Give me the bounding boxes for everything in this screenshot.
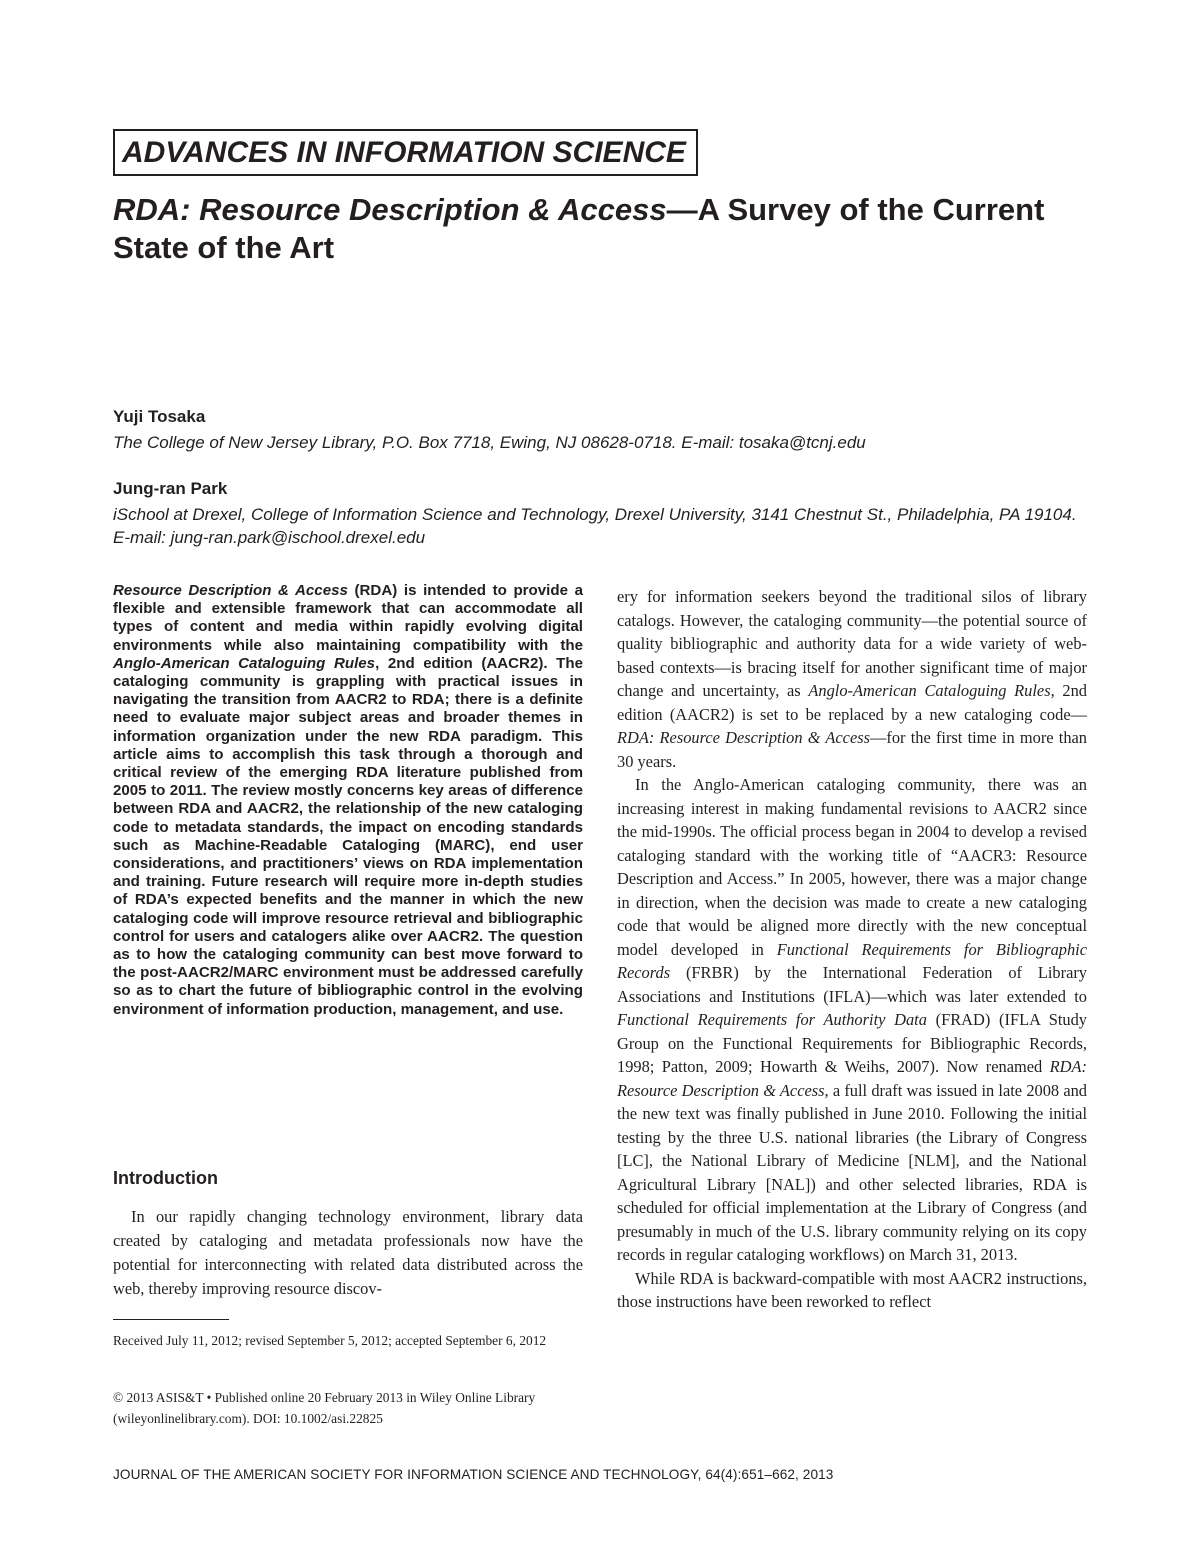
author-affiliation-2: iSchool at Drexel, College of Information Science and Technology, Drexel University, 3141 Chestnut St., Philadelphia, PA 19104. E-mail: jung-ran.park@ischool.drexel.edu bbox=[113, 505, 1077, 547]
running-footer: JOURNAL OF THE AMERICAN SOCIETY FOR INFORMATION SCIENCE AND TECHNOLOGY, 64(4):651–662, 2013 bbox=[113, 1467, 834, 1482]
footnote-received: Received July 11, 2012; revised September 5, 2012; accepted September 6, 2012 bbox=[113, 1333, 547, 1348]
text-run: —for the first time in more than 30 years. bbox=[617, 728, 1087, 771]
intro-paragraph-left: In our rapidly changing technology environment, library data created by cataloging and metadata professionals now have the potential for interconnecting with related data distributed across the web, thereby improving resource discov- bbox=[113, 1207, 583, 1298]
author-affiliation-1: The College of New Jersey Library, P.O. Box 7718, Ewing, NJ 08628-0718. E-mail: tosaka@tcnj.edu bbox=[113, 433, 866, 452]
author-name-2: Jung-ran Park bbox=[113, 479, 228, 498]
abstract bbox=[113, 582, 583, 1019]
abstract-italic-lead: Resource Description & Access bbox=[113, 582, 348, 599]
text-run: , 2nd edition (AACR2) is set to be replaced by a new cataloging code— bbox=[617, 681, 1087, 724]
intro-paragraph-2 bbox=[617, 773, 1087, 1267]
right-column bbox=[617, 585, 1087, 1314]
text-run: (FRAD) (IFLA Study Group on the Functional Requirements for Bibliographic Records, 1998; Patton, 2009; Howarth & Weihs, 2007). Now renamed bbox=[617, 1010, 1087, 1076]
italic-run: RDA: Resource Description & Access bbox=[617, 728, 870, 747]
title-rest: —A Survey of the Current State of the Art bbox=[113, 192, 1045, 265]
intro-paragraph-3: While RDA is backward-compatible with most AACR2 instructions, those instructions have been reworked to reflect bbox=[617, 1268, 1087, 1311]
section-heading-introduction: Introduction bbox=[113, 1168, 218, 1188]
intro-paragraph-1 bbox=[617, 585, 1087, 773]
italic-run: Anglo-American Cataloguing Rules bbox=[808, 681, 1051, 700]
footnote-divider bbox=[113, 1319, 229, 1320]
italic-run: Functional Requirements for Bibliographic Records bbox=[617, 939, 1087, 982]
abstract-text-2: , 2nd edition (AACR2). The cataloging community is grappling with practical issues in navigating the transition from AACR2 to RDA; there is a definite need to evaluate major subject areas and broader themes in information organization under the new RDA paradigm. This article aims to accomplish this task through a thorough and critical review of the emerging RDA literature published from 2005 to 2011. The review mostly concerns key areas of difference between RDA and AACR2, the relationship of the new cataloging code to metadata standards, the impact on encoding standards such as Machine-Readable Cataloging (MARC), end user considerations, and practitioners’ views on RDA implementation and training. Future research will require more in-depth studies of RDA’s expected benefits and the manner in which the new cataloging code will improve resource retrieval and bibliographic control for users and catalogers alike over AACR2. The question as to how the cataloging community can best move forward to the post-AACR2/MARC environment must be addressed carefully so as to chart the future of bibliographic control in the evolving environment of information production, management, and use. bbox=[113, 654, 583, 1018]
article-title bbox=[113, 191, 1093, 267]
footnote-copyright: © 2013 ASIS&T • Published online 20 February 2013 in Wiley Online Library (wileyonlinelibrary.com). DOI: 10.1002/asi.22825 bbox=[113, 1390, 536, 1426]
author-name-1: Yuji Tosaka bbox=[113, 407, 206, 426]
abstract-italic-2: Anglo-American Cataloguing Rules bbox=[113, 654, 376, 672]
text-run: ery for information seekers beyond the traditional silos of library catalogs. However, the cataloging community—the potential source of quality bibliographic and authority data for a wide variety of web-based contexts—is bracing itself for another significant time of major change and uncertainty, as bbox=[617, 587, 1087, 700]
italic-run: Functional Requirements for Authority Data bbox=[617, 1010, 927, 1029]
text-run: (FRBR) by the International Federation of Library Associations and Institutions (IFLA)—which was later extended to bbox=[617, 963, 1087, 1006]
section-label: ADVANCES IN INFORMATION SCIENCE bbox=[113, 129, 698, 176]
title-italic-part: RDA: Resource Description & Access bbox=[113, 192, 667, 227]
italic-run: RDA: Resource Description & Access bbox=[617, 1057, 1087, 1100]
text-run: , a full draft was issued in late 2008 and the new text was finally published in June 2010. Following the initial testing by the three U.S. national libraries (the Library of Congress [LC], the National Library of Medicine [NLM], and the National Agricultural Library [NAL]) and other selected libraries, RDA is scheduled for official implementation at the Library of Congress (and presumably in much of the U.S. library community relying on its copy records in regular cataloging workflows) on March 31, 2013. bbox=[617, 1080, 1087, 1264]
text-run: In the Anglo-American cataloging community, there was an increasing interest in making fundamental revisions to AACR2 since the mid-1990s. The official process began in 2004 to develop a revised cataloging standard with the working title of “AACR3: Resource Description and Access.” In 2005, however, there was a major change in direction, when the decision was made to create a new cataloging code that would be aligned more directly with the new conceptual model developed in bbox=[617, 775, 1087, 959]
abstract-text-1: (RDA) is intended to provide a flexible and extensible framework that can accommodate all types of content and media within rapidly evolving digital environments while also maintaining compatibility with the bbox=[113, 582, 583, 654]
